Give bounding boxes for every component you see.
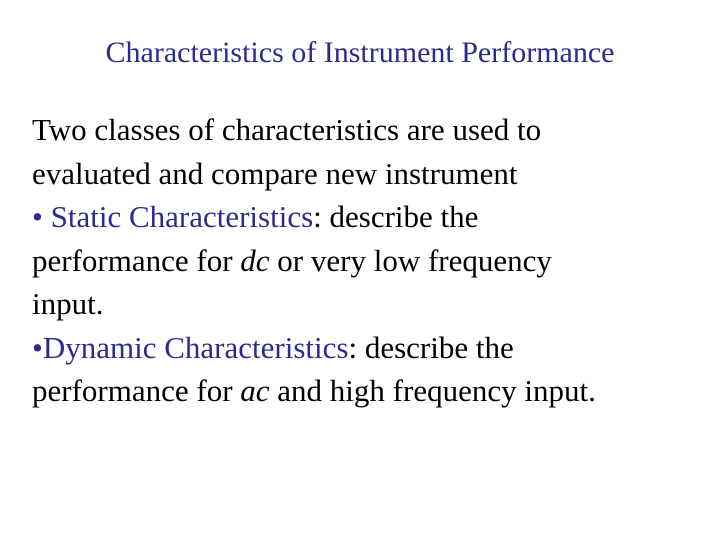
slide-body (32, 108, 712, 413)
static-desc-2-pre: performance for (32, 242, 241, 278)
dynamic-desc-2-pre: performance for (32, 373, 241, 408)
static-desc-2-post: or very low frequency (269, 242, 552, 278)
static-desc-1: describe the (321, 199, 479, 234)
static-characteristics-line-3: input. (32, 286, 104, 321)
static-characteristics-line-2 (32, 239, 712, 283)
intro-line-2: evaluated and compare new instrument (32, 155, 518, 191)
slide-title: Characteristics of Instrument Performance (105, 36, 615, 69)
static-desc-dc: dc (240, 242, 270, 278)
intro-line-1: Two classes of characteristics are used to (32, 112, 542, 147)
static-characteristics-line-1 (32, 195, 712, 239)
dynamic-desc-2-post: and high frequency input. (269, 373, 596, 408)
dynamic-desc-ac: ac (240, 373, 270, 408)
dynamic-colon: : (348, 329, 358, 365)
static-characteristics-label: • Static Characteristics (32, 199, 314, 234)
static-colon: : (313, 199, 322, 234)
dynamic-desc-1: describe the (357, 329, 514, 365)
dynamic-characteristics-line-2 (32, 369, 712, 413)
dynamic-characteristics-line-1 (32, 326, 712, 370)
dynamic-characteristics-label: •Dynamic Characteristics (32, 329, 349, 365)
